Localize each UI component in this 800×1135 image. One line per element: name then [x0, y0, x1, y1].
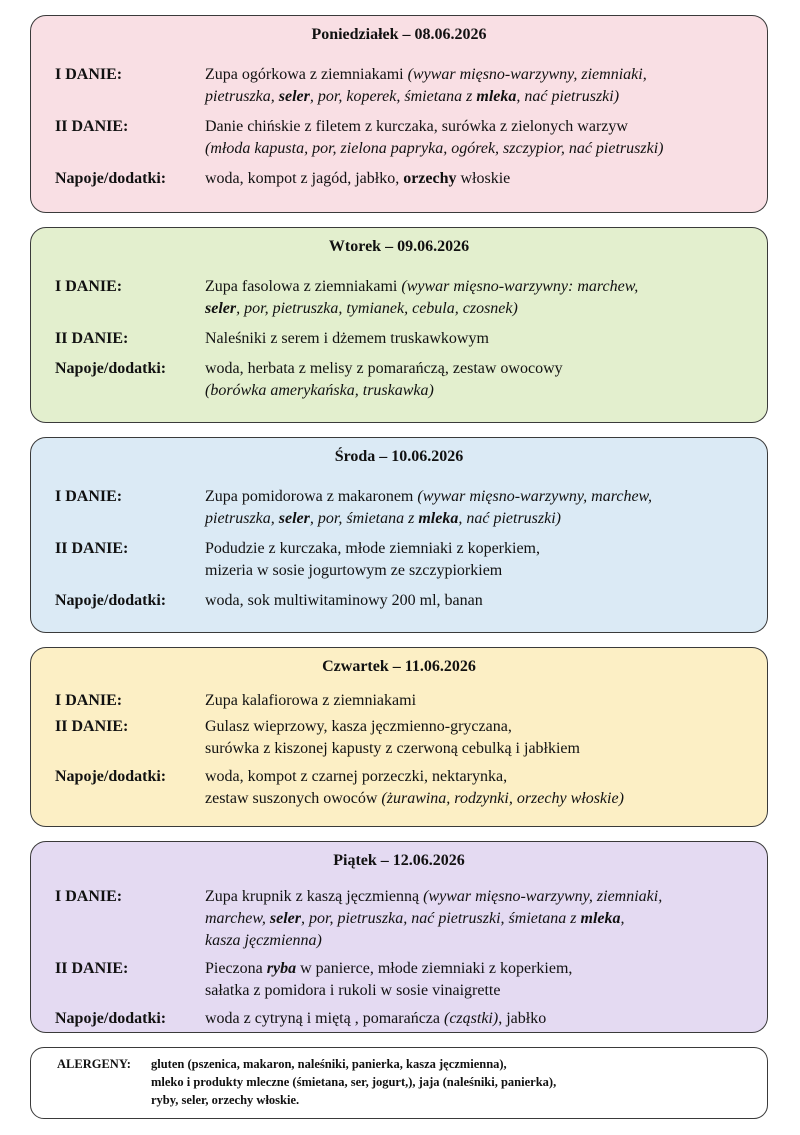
menu-text-segment: włoskie [456, 170, 511, 187]
menu-text-segment: Naleśniki z serem i dżemem truskawkowym [205, 330, 489, 347]
day-rows [31, 64, 767, 190]
menu-row [31, 486, 767, 530]
menu-text-segment: mizeria w sosie jogurtowym ze szczypiorkiem [205, 562, 503, 579]
day-box [30, 437, 768, 633]
menu-text-segment: Zupa kalafiorowa z ziemniakami [205, 692, 417, 709]
day-title: Wtorek – 09.06.2026 [328, 238, 470, 255]
allergens-box [30, 1047, 768, 1119]
menu-line [205, 766, 745, 788]
menu-row-text [205, 64, 745, 108]
menu-text-segment: woda z cytryną i miętą , pomarańcza [205, 1010, 444, 1027]
menu-line [205, 86, 745, 108]
menu-row-label: I DANIE: [55, 278, 123, 295]
menu-text-segment: mleka [580, 910, 621, 927]
menu-row-text [205, 358, 745, 402]
menu-row-text [205, 538, 745, 582]
menu-line [205, 358, 745, 380]
menu-row [31, 690, 767, 712]
menu-text-segment: seler [278, 88, 310, 105]
day-title: Czwartek – 11.06.2026 [322, 658, 476, 675]
menu-text-segment: Zupa krupnik z kaszą jęczmienną [205, 888, 424, 905]
menu-text-segment: orzechy [403, 170, 457, 187]
menu-text-segment: woda, sok multiwitaminowy 200 ml, banan [205, 592, 483, 609]
menu-row [31, 538, 767, 582]
menu-row [31, 716, 767, 760]
menu-row-text [205, 486, 745, 530]
menu-row-text [205, 958, 745, 1002]
menu-row [31, 276, 767, 320]
menu-line [205, 690, 745, 712]
menu-row-text [205, 590, 745, 612]
menu-text-segment: seler [278, 510, 310, 527]
menu-text-segment: Zupa fasolowa z ziemniakami [205, 278, 402, 295]
menu-text-segment: (wywar mięsno-warzywny, marchew, [417, 488, 653, 505]
menu-line [205, 138, 745, 160]
day-title: Piątek – 12.06.2026 [333, 852, 465, 869]
menu-row-label: Napoje/dodatki: [55, 360, 167, 377]
menu-row [31, 64, 767, 108]
menu-text-segment: , por, pietruszka, tymianek, cebula, czosnek) [236, 300, 518, 317]
menu-text-segment: Gulasz wieprzowy, kasza jęczmienno-gryczana, [205, 718, 512, 735]
menu-line [205, 116, 745, 138]
day-rows [31, 690, 767, 810]
menu-line [205, 560, 745, 582]
menu-text-segment: , jabłko [498, 1010, 547, 1027]
menu-text-segment: (borówka amerykańska, truskawka) [205, 382, 434, 399]
menu-line [205, 64, 745, 86]
menu-row-label: II DANIE: [55, 718, 129, 735]
menu-line [205, 716, 745, 738]
menu-row [31, 766, 767, 810]
menu-row [31, 590, 767, 612]
menu-text-segment: (wywar mięsno-warzywny, ziemniaki, [407, 66, 647, 83]
menu-text-segment: , por, pietruszka, nać pietruszki, śmietana z [300, 910, 581, 927]
menu-text-segment: (wywar mięsno-warzywny, ziemniaki, [423, 888, 663, 905]
menu-row-text [205, 276, 745, 320]
menu-line [205, 590, 745, 612]
menu-text-segment: sałatka z pomidora i rukoli w sosie vinaigrette [205, 982, 501, 999]
menu-text-segment: Zupa ogórkowa z ziemniakami [205, 66, 408, 83]
menu-text-segment: pietruszka, [205, 510, 279, 527]
menu-line [205, 538, 745, 560]
menu-text-segment: , por, śmietana z [309, 510, 419, 527]
menu-text-segment: marchew, [205, 910, 270, 927]
menu-text-segment: zestaw suszonych owoców [205, 790, 382, 807]
menu-text-segment: mleka [418, 510, 459, 527]
menu-row-label: II DANIE: [55, 960, 129, 977]
menu-line [205, 788, 745, 810]
allergens-line: ryby, seler, orzechy włoskie. [151, 1093, 300, 1107]
day-box [30, 647, 768, 827]
menu-row-label: Napoje/dodatki: [55, 592, 167, 609]
menu-row-label: Napoje/dodatki: [55, 1010, 167, 1027]
menu-line [205, 886, 745, 908]
menu-row-label: II DANIE: [55, 118, 129, 135]
menu-text-segment: Zupa pomidorowa z makaronem [205, 488, 418, 505]
day-title: Poniedziałek – 08.06.2026 [311, 26, 487, 43]
menu-text-segment: Danie chińskie z filetem z kurczaka, surówka z zielonych warzyw [205, 118, 628, 135]
menu-row [31, 358, 767, 402]
menu-text-segment: Podudzie z kurczaka, młode ziemniaki z koperkiem, [205, 540, 540, 557]
menu-text-segment: , [620, 910, 625, 927]
menu-text-segment: seler [269, 910, 301, 927]
day-box [30, 15, 768, 213]
menu-line [205, 930, 745, 952]
menu-text-segment: surówka z kiszonej kapusty z czerwoną cebulką i jabłkiem [205, 740, 580, 757]
allergens-label: ALERGENY: [57, 1057, 131, 1071]
menu-line [205, 168, 745, 190]
menu-line [205, 908, 745, 930]
menu-row-text [205, 886, 745, 952]
allergens-line: mleko i produkty mleczne (śmietana, ser, jogurt,), jaja (naleśniki, panierka), [151, 1075, 557, 1089]
menu-row-text [205, 1008, 745, 1030]
menu-line [205, 380, 745, 402]
menu-row-label: I DANIE: [55, 888, 123, 905]
day-box [30, 227, 768, 423]
menu-text-segment: , nać pietruszki) [458, 510, 561, 527]
menu-row [31, 116, 767, 160]
menu-text-segment: w panierce, młode ziemniaki z koperkiem, [296, 960, 573, 977]
menu-line [205, 1008, 745, 1030]
allergens-line: gluten (pszenica, makaron, naleśniki, panierka, kasza jęczmienna), [151, 1057, 507, 1071]
menu-row [31, 328, 767, 350]
menu-line [205, 980, 745, 1002]
menu-line [205, 328, 745, 350]
menu-text-segment: , nać pietruszki) [516, 88, 620, 105]
menu-text-segment: kasza jęczmienna) [205, 932, 322, 949]
menu-text-segment: woda, kompot z jagód, jabłko, [205, 170, 404, 187]
day-box [30, 841, 768, 1033]
day-rows [31, 276, 767, 402]
menu-row [31, 886, 767, 952]
menu-text-segment: (żurawina, rodzynki, orzechy włoskie) [381, 790, 624, 807]
menu-row-text [205, 168, 745, 190]
menu-row-text [205, 766, 745, 810]
menu-row-label: II DANIE: [55, 330, 129, 347]
menu-text-segment: woda, kompot z czarnej porzeczki, nektarynka, [205, 768, 508, 785]
menu-text-segment: woda, herbata z melisy z pomarańczą, zestaw owocowy [205, 360, 563, 377]
menu-text-segment: (cząstki) [444, 1010, 499, 1027]
menu-line [205, 486, 745, 508]
menu-text-segment: Pieczona [205, 960, 267, 977]
menu-text-segment: (wywar mięsno-warzywny: marchew, [401, 278, 639, 295]
menu-row-label: I DANIE: [55, 692, 123, 709]
menu-line [205, 958, 745, 980]
menu-text-segment: ryba [266, 960, 297, 977]
menu-line [205, 276, 745, 298]
day-rows [31, 486, 767, 612]
menu-row-label: I DANIE: [55, 66, 123, 83]
day-rows [31, 886, 767, 1030]
menu-row-label: II DANIE: [55, 540, 129, 557]
menu-row-label: Napoje/dodatki: [55, 170, 167, 187]
menu-row-label: I DANIE: [55, 488, 123, 505]
menu-text-segment: pietruszka, [205, 88, 279, 105]
menu-line [205, 508, 745, 530]
menu-text-segment: mleka [476, 88, 517, 105]
menu-text-segment: , por, koperek, śmietana z [309, 88, 477, 105]
menu-text-segment: seler [205, 300, 237, 317]
menu-row-text [205, 690, 745, 712]
day-title: Środa – 10.06.2026 [334, 448, 464, 465]
menu-row-text [205, 328, 745, 350]
menu-row [31, 168, 767, 190]
menu-row-text [205, 116, 745, 160]
menu-row [31, 958, 767, 1002]
menu-line [205, 738, 745, 760]
menu-row-text [205, 716, 745, 760]
menu-row [31, 1008, 767, 1030]
menu-row-label: Napoje/dodatki: [55, 768, 167, 785]
allergens-text [151, 1055, 751, 1109]
menu-text-segment: (młoda kapusta, por, zielona papryka, ogórek, szczypior, nać pietruszki) [205, 140, 664, 157]
menu-line [205, 298, 745, 320]
